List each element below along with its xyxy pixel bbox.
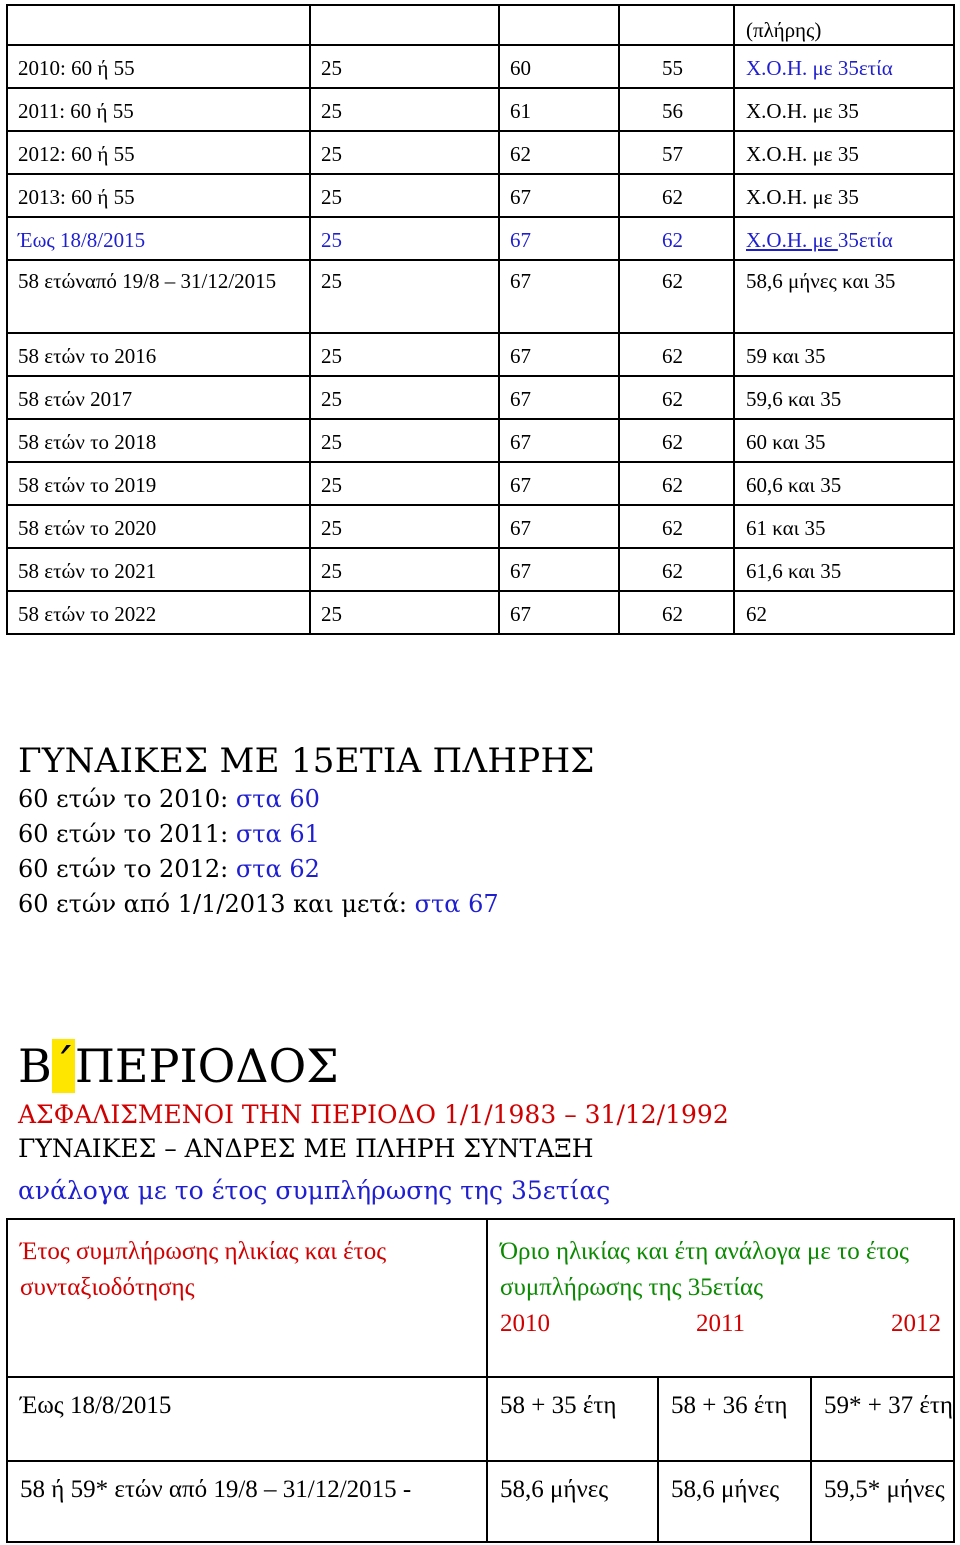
table-row: 58 ετών 2017 25 67 62 59,6 και 35 bbox=[7, 376, 954, 419]
year-labels: 2010 2011 2012 bbox=[500, 1310, 941, 1337]
retirement-age-table bbox=[6, 4, 955, 635]
table-row: 58 ετώναπό 19/8 – 31/12/2015 25 67 62 58,6 μήνες και 35 bbox=[7, 260, 954, 333]
table-row: 2012: 60 ή 55 25 62 57 Χ.Ο.Η. με 35 bbox=[7, 131, 954, 174]
period-b-subtitle: ΓΥΝΑΙΚΕΣ – ΑΝΔΡΕΣ ΜΕ ΠΛΗΡΗ ΣΥΝΤΑΞΗ bbox=[18, 1134, 594, 1163]
table-row: 2013: 60 ή 55 25 67 62 Χ.Ο.Η. με 35 bbox=[7, 174, 954, 217]
women-title: ΓΥΝΑΙΚΕΣ ΜΕ 15ΕΤΙΑ ΠΛΗΡΗΣ bbox=[18, 741, 595, 781]
women-line: 60 ετών το 2010: στα 60 bbox=[18, 785, 320, 813]
table-row: 58 ετών το 2022 25 67 62 62 bbox=[7, 591, 954, 634]
period-b-subtitle-blue: ανάλογα με το έτος συμπλήρωσης της 35ετίας bbox=[18, 1176, 611, 1205]
table-row: 58 ετών το 2016 25 67 62 59 και 35 bbox=[7, 333, 954, 376]
women-section bbox=[18, 740, 595, 922]
period-b-section bbox=[18, 1040, 729, 1208]
table-row: Έως 18/8/2015 25 67 62 Χ.Ο.Η. με 35ετία bbox=[7, 217, 954, 260]
table-row: 58 ετών το 2019 25 67 62 60,6 και 35 bbox=[7, 462, 954, 505]
women-line: 60 ετών από 1/1/2013 και μετά: στα 67 bbox=[18, 890, 499, 918]
period-b-title: Β΄ΠΕΡΙΟΔΟΣ bbox=[18, 1039, 339, 1093]
table-row: 58 ετών το 2018 25 67 62 60 και 35 bbox=[7, 419, 954, 462]
header-left: Έτος συμπλήρωσης ηλικίας και έτος συνταξιοδότησης bbox=[7, 1219, 487, 1377]
header-fragment: (πλήρης) bbox=[734, 5, 954, 45]
table-row: 58 ή 59* ετών από 19/8 – 31/12/2015 - 58,6 μήνες 58,6 μήνες 59,5* μήνες bbox=[7, 1461, 954, 1542]
period-b-subtitle-red: ΑΣΦΑΛΙΣΜΕΝΟΙ ΤΗΝ ΠΕΡΙΟΔΟ 1/1/1983 – 31/12/1992 bbox=[18, 1100, 729, 1129]
table-header-row bbox=[7, 1219, 954, 1377]
women-line: 60 ετών το 2012: στα 62 bbox=[18, 855, 320, 883]
table-row: 2010: 60 ή 55 25 60 55 Χ.Ο.Η. με 35ετία bbox=[7, 45, 954, 88]
table-row bbox=[7, 5, 954, 45]
table-row: 2011: 60 ή 55 25 61 56 Χ.Ο.Η. με 35 bbox=[7, 88, 954, 131]
women-line: 60 ετών το 2011: στα 61 bbox=[18, 820, 320, 848]
full-pension-table bbox=[6, 1218, 955, 1543]
table-row: Έως 18/8/2015 58 + 35 έτη 58 + 36 έτη 59* + 37 έτη bbox=[7, 1377, 954, 1461]
header-right: Όριο ηλικίας και έτη ανάλογα με το έτος συμπλήρωσης της 35ετίας 2010 2011 2012 bbox=[487, 1219, 954, 1377]
table-row: 58 ετών το 2020 25 67 62 61 και 35 bbox=[7, 505, 954, 548]
table-row: 58 ετών το 2021 25 67 62 61,6 και 35 bbox=[7, 548, 954, 591]
